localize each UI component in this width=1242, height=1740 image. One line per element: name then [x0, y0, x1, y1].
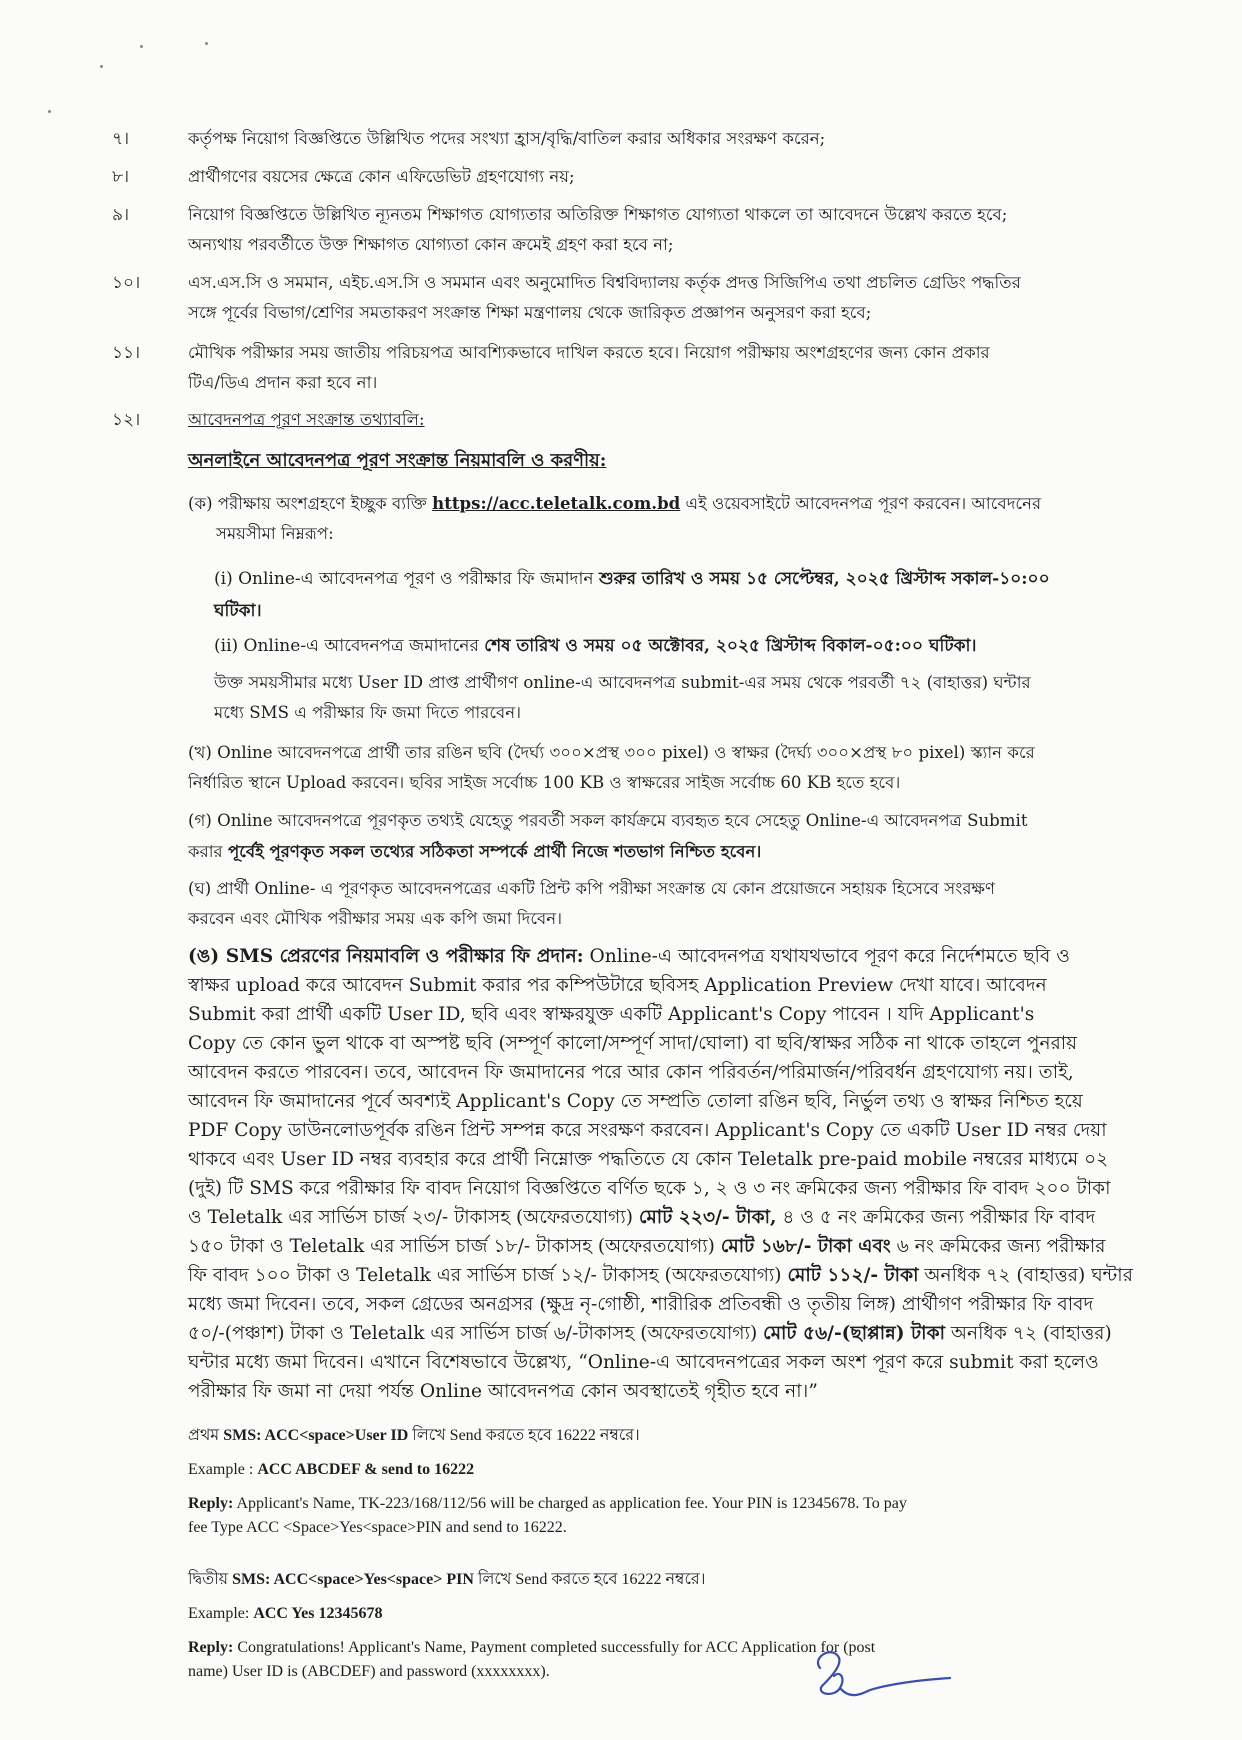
clause-uma-line: ৬ নং ক্রমিকের জন্য পরীক্ষার — [890, 1236, 1106, 1257]
clause-uma — [188, 942, 1152, 1406]
second-sms-format: SMS: ACC<space>Yes<space> PIN — [232, 1571, 474, 1588]
clause-uma-line: PDF Copy ডাউনলোডপূর্বক রঙিন প্রিন্ট সম্পন্ন করে সংরক্ষণ করবেন। Applicant's Copy তে একটি User ID নম্বর দেয়া — [188, 1120, 1107, 1141]
clause-ka — [188, 488, 1152, 549]
clause-ga — [188, 806, 1152, 867]
item-number: ৮। — [112, 167, 130, 187]
example-label: Example: — [188, 1605, 254, 1622]
example-label: Example : — [188, 1461, 258, 1478]
second-sms-tail: লিখে Send করতে হবে 16222 নম্বরে। — [473, 1571, 706, 1588]
fee-window-note — [214, 668, 1152, 728]
clause-uma-line: মধ্যে জমা দিবেন। তবে, সকল গ্রেডের অনগ্রসর (ক্ষুদ্র নৃ-গোষ্ঠী, শারীরিক প্রতিবন্ধী ও তৃতীয় লিঙ্গ) প্রার্থীগণ পরীক্ষার ফি বাবদ — [188, 1294, 1094, 1315]
second-sms-reply — [188, 1636, 1152, 1684]
clause-uma-line: (দুই) টি SMS করে পরীক্ষার ফি বাবদ নিয়োগ বিজ্ঞপ্তিতে বর্ণিত ছকে ১, ২ ও ৩ নং ক্রমিকের জন্য পরীক্ষার ফি বাবদ ২০০ টাকা — [188, 1178, 1111, 1199]
signature-mark — [790, 1628, 970, 1718]
item-text-line: মৌখিক পরীক্ষার সময় জাতীয় পরিচয়পত্র আবশ্যিকভাবে দাখিল করতে হবে। নিয়োগ পরীক্ষায় অংশগ্রহণের জন্য কোন প্রকার — [188, 343, 990, 362]
scan-speck — [48, 110, 51, 113]
clause-ga-line1: (গ) Online আবেদনপত্রে পূরণকৃত তথ্যই যেহেতু পরবর্তী সকল কার্যক্রমে ব্যবহৃত হবে সেহেতু Online-এ আবেদনপত্র Submit — [188, 811, 1028, 830]
deadline-end — [214, 630, 1152, 662]
clause-gha-line2: করবেন এবং মৌখিক পরীক্ষার সময় এক কপি জমা দিবেন। — [188, 909, 563, 928]
reply-text: Applicant's Name, TK-223/168/112/56 will be charged as application fee. Your PIN is 12345678. To pay — [233, 1495, 907, 1512]
first-sms-instruction — [188, 1424, 1152, 1448]
item-text-line: টিএ/ডিএ প্রদান করা হবে না। — [188, 373, 378, 392]
deadline-start-line2: ঘটিকা। — [214, 601, 262, 621]
fee-total-112: মোট ১১২/- টাকা — [787, 1265, 919, 1286]
clause-ka-text: (ক) পরীক্ষায় অংশগ্রহণে ইচ্ছুক ব্যক্তি — [188, 494, 433, 513]
item-text: প্রার্থীগণের বয়সের ক্ষেত্রে কোন এফিডেভিট গ্রহণযোগ্য নয়; — [188, 167, 575, 186]
clause-uma-line: আবেদন ফি জমাদানের পূর্বে অবশ্যই Applicant's Copy তে সম্প্রতি তোলা রঙিন ছবি, নির্ভুল তথ্য ও স্বাক্ষর নিশ্চিত হয়ে — [188, 1091, 1083, 1112]
item-number: ৯। — [112, 205, 130, 225]
deadline-end-date: শেষ তারিখ ও সময় ০৫ অক্টোবর, ২০২৫ খ্রিস্টাব্দ বিকাল-০৫:০০ ঘটিকা। — [484, 636, 977, 656]
item-text-line: নিয়োগ বিজ্ঞপ্তিতে উল্লিখিত ন্যূনতম শিক্ষাগত যোগ্যতার অতিরিক্ত শিক্ষাগত যোগ্যতা থাকলে তা আবেদনে উল্লেখ করতে হবে; — [188, 205, 1008, 224]
clause-uma-line: Copy তে কোন ভুল থাকে বা অস্পষ্ট ছবি (সম্পূর্ণ কালো/সম্পূর্ণ সাদা/ঘোলা) বা ছবি/স্বাক্ষর সঠিক না থাকে তাহলে পুনরায় — [188, 1033, 1078, 1054]
clause-uma-line: ঘন্টার মধ্যে জমা দিবেন। এখানে বিশেষভাবে উল্লেখ্য, “Online-এ আবেদনপত্রের সকল অংশ পূরণ করে submit করা হলেও — [188, 1352, 1099, 1373]
scan-speck — [100, 65, 103, 68]
deadline-start-date: শুরুর তারিখ ও সময় ১৫ সেপ্টেম্বর, ২০২৫ খ্রিস্টাব্দ সকাল-১০:০০ — [598, 569, 1050, 589]
item-text: কর্তৃপক্ষ নিয়োগ বিজ্ঞপ্তিতে উল্লিখিত পদের সংখ্যা হ্রাস/বৃদ্ধি/বাতিল করার অধিকার সংরক্ষণ করেন; — [188, 129, 826, 148]
clause-ga-emphasis: পূর্বেই পূরণকৃত সকল তথ্যের সঠিকতা সম্পর্কে প্রার্থী নিজে শতভাগ নিশ্চিত হবেন। — [227, 841, 762, 861]
clause-kha-line2: নির্ধারিত স্থানে Upload করবেন। ছবির সাইজ সর্বোচ্চ 100 KB ও স্বাক্ষরের সাইজ সর্বোচ্চ 60 KB হতে হবে। — [188, 773, 901, 792]
clause-kha — [188, 738, 1152, 798]
clause-ga-line2: করার — [188, 842, 228, 861]
reply-label: Reply: — [188, 1495, 234, 1512]
item-text-line: এস.এস.সি ও সমমান, এইচ.এস.সি ও সমমান এবং অনুমোদিত বিশ্ববিদ্যালয় কর্তৃক প্রদত্ত সিজিপিএ তথা প্রচলিত গ্রেডিং পদ্ধতির — [188, 273, 1021, 292]
clause-ka-line2: সময়সীমা নিম্নরূপ: — [216, 524, 334, 543]
clause-uma-line1: Online-এ আবেদনপত্র যথাযথভাবে পূরণ করে নির্দেশমতে ছবি ও — [583, 946, 1070, 967]
item-text-line: অন্যথায় পরবর্তীতে উক্ত শিক্ষাগত যোগ্যতা কোন ক্রমেই গ্রহণ করা হবে না; — [188, 235, 674, 254]
first-sms-label: প্রথম — [188, 1427, 224, 1444]
second-sms-label: দ্বিতীয় — [188, 1571, 233, 1588]
scan-speck — [140, 45, 143, 48]
website-link[interactable]: https://acc.teletalk.com.bd — [432, 493, 681, 513]
item-number: ১২। — [112, 410, 141, 430]
deadline-end-text: Online-এ আবেদনপত্র জমাদানের — [238, 636, 485, 656]
deadline-start — [214, 563, 1152, 627]
example-value: ACC ABCDEF & send to 16222 — [257, 1461, 475, 1478]
clause-uma-line: ফি বাবদ ১০০ টাকা ও Teletalk এর সার্ভিস চার্জ ১২/- টাকাসহ (অফেরতযোগ্য) — [188, 1265, 788, 1286]
reply-text-line2: fee Type ACC <Space>Yes<space>PIN and send to 16222. — [188, 1519, 567, 1536]
clause-uma-line: পরীক্ষার ফি জমা না দেয়া পর্যন্ত Online আবেদনপত্র কোন অবস্থাতেই গৃহীত হবে না।” — [188, 1381, 818, 1402]
first-sms-format: SMS: ACC<space>User ID — [223, 1427, 409, 1444]
clause-uma-line: স্বাক্ষর upload করে আবেদন Submit করার পর কম্পিউটারে ছবিসহ Application Preview দেখা যাবে। আবেদন — [188, 975, 1047, 996]
scan-speck — [205, 42, 208, 45]
clause-uma-line: অনধিক ৭২ (বাহাত্তর) — [944, 1323, 1112, 1344]
clause-uma-heading: (ঙ) SMS প্রেরণের নিয়মাবলি ও পরীক্ষার ফি প্রদান: — [188, 946, 584, 967]
reply-text: Congratulations! Applicant's Name, Payment completed successfully for ACC Application for (post — [233, 1639, 876, 1656]
clause-kha-line1: (খ) Online আবেদনপত্রে প্রার্থী তার রঙিন ছবি (দৈর্ঘ্য ৩০০×প্রস্থ ৩০০ pixel) ও স্বাক্ষর (দৈর্ঘ্য ৩০০×প্রস্থ ৮০ pixel) স্ক্যান করে — [188, 743, 1035, 762]
fee-total-168: মোট ১৬৮/- টাকা এবং — [720, 1236, 891, 1257]
clause-uma-line: থাকবে এবং User ID নম্বর ব্যবহার করে প্রার্থী নিম্নোক্ত পদ্ধতিতে যে কোন Teletalk pre-paid mobile নম্বরের মাধ্যমে ০২ — [188, 1149, 1109, 1170]
fee-total-223: মোট ২২৩/- টাকা, — [638, 1207, 777, 1228]
reply-label: Reply: — [188, 1639, 234, 1656]
deadline-start-text: Online-এ আবেদনপত্র পূরণ ও পরীক্ষার ফি জমাদান — [232, 569, 599, 589]
clause-uma-line: অনধিক ৭২ (বাহাত্তর) ঘন্টার — [918, 1265, 1133, 1286]
first-sms-tail: লিখে Send করতে হবে 16222 নম্বরে। — [408, 1427, 640, 1444]
roman-label: (i) — [214, 569, 233, 589]
first-sms-reply — [188, 1492, 1152, 1540]
clause-ka-text-tail: এই ওয়েবসাইটে আবেদনপত্র পূরণ করবেন। আবেদনের — [680, 494, 1042, 513]
clause-uma-line: আবেদন করতে পারবেন। তবে, আবেদন ফি জমাদানের পরে আর কোন পরিবর্তন/পরিমার্জন/পরিবর্ধন গ্রহণযোগ্য নয়। তাই, — [188, 1062, 1074, 1083]
first-sms-example — [188, 1458, 1152, 1482]
second-sms-example — [188, 1602, 1152, 1626]
item-number: ৭। — [112, 129, 130, 149]
second-sms-instruction — [188, 1568, 1152, 1592]
fee-total-56: মোট ৫৬/-(ছাপ্পান্ন) টাকা — [763, 1323, 945, 1344]
online-rules-heading: অনলাইনে আবেদনপত্র পূরণ সংক্রান্ত নিয়মাবলি ও করণীয়: — [188, 450, 607, 471]
clause-uma-line: Submit করা প্রার্থী একটি User ID, ছবি এবং স্বাক্ষরযুক্ত একটি Applicant's Copy পাবেন । যদি Applicant's — [188, 1004, 1035, 1025]
item-number: ১১। — [112, 343, 141, 363]
item-number: ১০। — [112, 273, 141, 293]
clause-uma-line: ৫০/-(পঞ্চাশ) টাকা ও Teletalk এর সার্ভিস চার্জ ৬/-টাকাসহ (অফেরতযোগ্য) — [188, 1323, 764, 1344]
clause-uma-line: ১৫০ টাকা ও Teletalk এর সার্ভিস চার্জ ১৮/- টাকাসহ (অফেরতযোগ্য) — [188, 1236, 721, 1257]
section-heading: আবেদনপত্র পূরণ সংক্রান্ত তথ্যাবলি: — [188, 410, 425, 429]
clause-gha-line1: (ঘ) প্রার্থী Online- এ পূরণকৃত আবেদনপত্রের একটি প্রিন্ট কপি পরীক্ষা সংক্রান্ত যে কোন প্রয়োজনে সহায়ক হিসেবে সংরক্ষণ — [188, 879, 995, 898]
example-value: ACC Yes 12345678 — [253, 1605, 383, 1622]
item-text-line: সঙ্গে পূর্বের বিভাগ/শ্রেণির সমতাকরণ সংক্রান্ত শিক্ষা মন্ত্রণালয় থেকে জারিকৃত প্রজ্ঞাপন অনুসরণ করা হবে; — [188, 303, 872, 322]
reply-text-line2: name) User ID is (ABCDEF) and password (xxxxxxxx). — [188, 1663, 550, 1680]
clause-uma-line: ৪ ও ৫ নং ক্রমিকের জন্য পরীক্ষার ফি বাবদ — [776, 1207, 1096, 1228]
fee-window-line2: মধ্যে SMS এ পরীক্ষার ফি জমা দিতে পারবেন। — [214, 703, 522, 722]
fee-window-line1: উক্ত সময়সীমার মধ্যে User ID প্রাপ্ত প্রার্থীগণ online-এ আবেদনপত্র submit-এর সময় থেকে পরবর্তী ৭২ (বাহাত্তর) ঘন্টার — [214, 673, 1031, 692]
clause-uma-line: ও Teletalk এর সার্ভিস চার্জ ২৩/- টাকাসহ (অফেরতযোগ্য) — [188, 1207, 639, 1228]
clause-gha — [188, 874, 1152, 934]
roman-label: (ii) — [214, 636, 239, 656]
